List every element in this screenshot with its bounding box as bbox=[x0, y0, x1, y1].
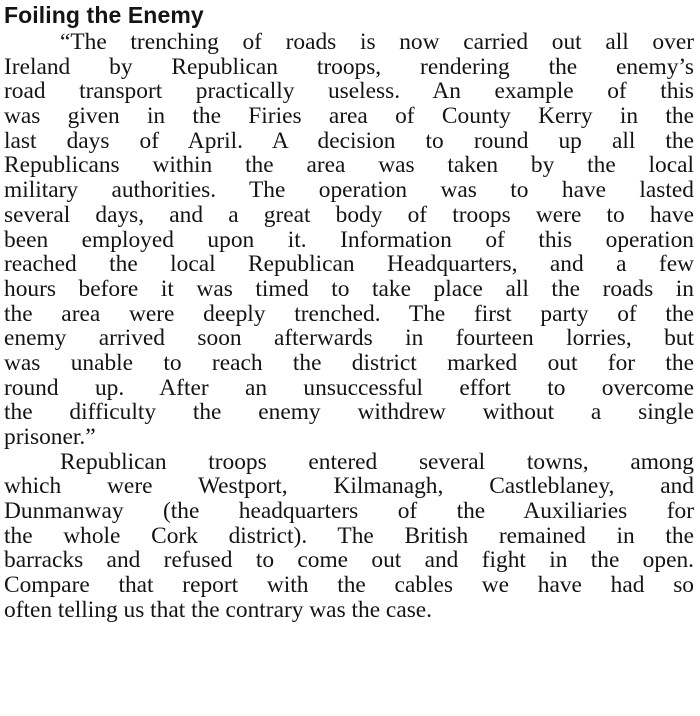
paragraph-line: Republicans within the area was taken by the local bbox=[4, 152, 694, 179]
paragraph-line: was unable to reach the district marked out for the bbox=[4, 349, 694, 376]
paragraph-line: reached the local Republican Headquarters, and a few bbox=[4, 251, 694, 278]
paragraph-line: Compare that report with the cables we have had so bbox=[4, 572, 694, 599]
paragraph-line: the area were deeply trenched. The first party of the bbox=[4, 300, 694, 327]
paragraph-line: hours before it was timed to take place all the roads in bbox=[4, 275, 694, 302]
paragraph-line: often telling us that the contrary was the case. bbox=[4, 596, 433, 623]
paragraph-line: prisoner.” bbox=[4, 424, 96, 450]
paragraph-line: was given in the Firies area of County Kerry in the bbox=[4, 103, 694, 130]
paragraph-line: several days, and a great body of troops were to have bbox=[4, 201, 694, 228]
paragraph-line: the whole Cork district). The British remained in the bbox=[4, 522, 694, 549]
paragraph-line: barracks and refused to come out and fight in the open. bbox=[4, 547, 694, 574]
paragraph-1 bbox=[4, 30, 694, 450]
paragraph-line: road transport practically useless. An example of this bbox=[4, 78, 694, 105]
paragraph-line: military authorities. The operation was to have lasted bbox=[4, 177, 694, 204]
paragraph-line: which were Westport, Kilmanagh, Castleblaney, and bbox=[4, 473, 694, 500]
paragraph-line: round up. After an unsuccessful effort to overcome bbox=[4, 374, 694, 401]
paragraph-line: the difficulty the enemy withdrew without a single bbox=[4, 399, 694, 426]
paragraph-2 bbox=[4, 450, 694, 623]
paragraph-line: been employed upon it. Information of this operation bbox=[4, 226, 694, 253]
paragraph-line: Dunmanway (the headquarters of the Auxiliaries for bbox=[4, 498, 694, 525]
paragraph-line: Republican troops entered several towns, among bbox=[60, 448, 694, 475]
article-heading: Foiling the Enemy bbox=[4, 2, 204, 28]
paragraph-line: enemy arrived soon afterwards in fourteen lorries, but bbox=[4, 325, 694, 352]
paragraph-line: last days of April. A decision to round up all the bbox=[4, 127, 694, 154]
paragraph-line: “The trenching of roads is now carried out all over bbox=[60, 29, 694, 55]
paragraph-line: Ireland by Republican troops, rendering the enemy’s bbox=[4, 53, 694, 80]
